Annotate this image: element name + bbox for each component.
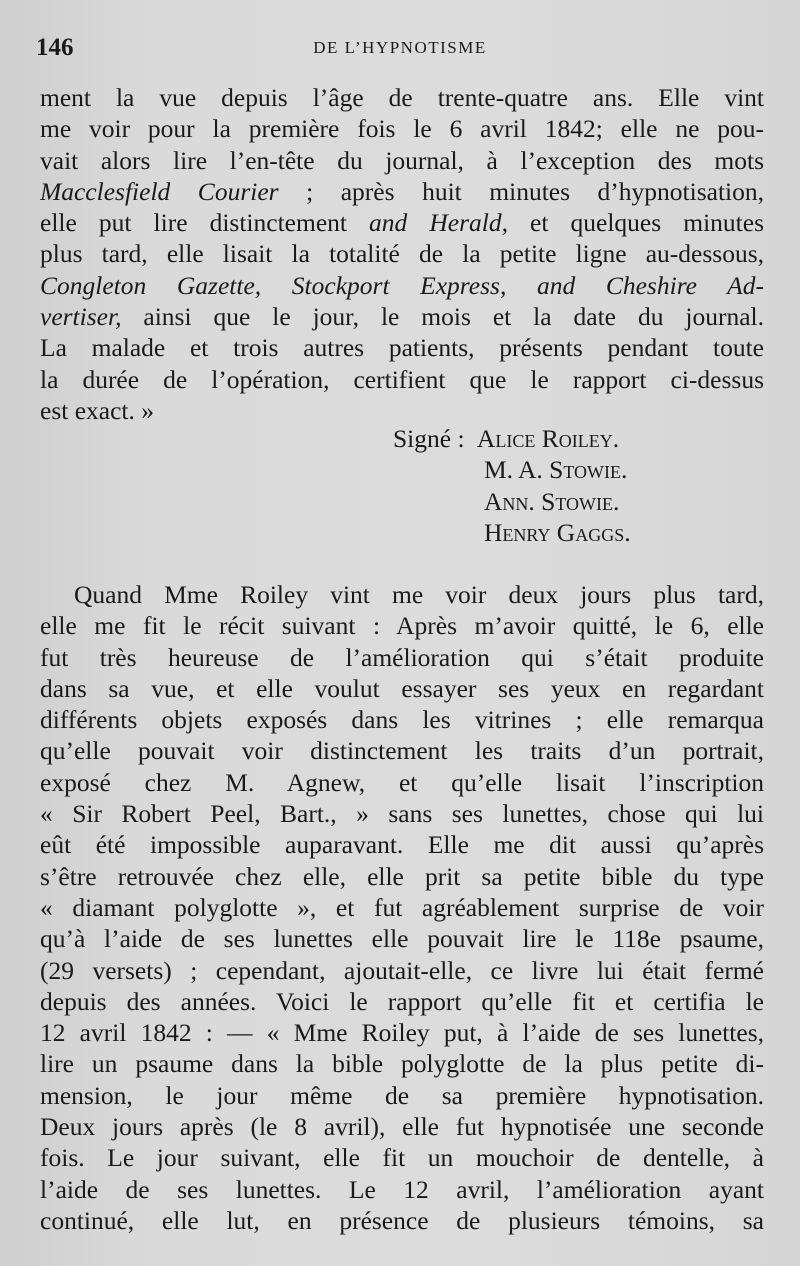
text-span: elle put lire distinctement xyxy=(40,208,370,238)
text-line: « Sir Robert Peel, Bart., » sans ses lunettes, chose qui lui xyxy=(40,799,764,829)
running-title: DE L’HYPNOTISME xyxy=(313,38,487,57)
text-line: dans sa vue, et elle voulut essayer ses yeux en regardant xyxy=(40,673,764,703)
text-line xyxy=(40,301,764,332)
text-span: ainsi que le jour, le mois et la date du journal. xyxy=(121,302,764,332)
text-line: exposé chez M. Agnew, et qu’elle lisait l’inscription xyxy=(40,767,764,797)
text-line: différents objets exposés dans les vitrines ; elle remarqua xyxy=(40,705,764,735)
text-line: lire un psaume dans la bible polyglotte de la plus petite di- xyxy=(40,1049,764,1079)
text-line: depuis des années. Voici le rapport qu’elle fit et certifia le xyxy=(40,986,764,1016)
paragraph-2 xyxy=(40,579,764,1236)
text-span: et quelques minutes xyxy=(507,208,764,238)
signatory-name: Ann. Stowie. xyxy=(484,486,620,516)
page-number: 146 xyxy=(36,34,74,61)
text-line: fut très heureuse de l’amélioration qui s’était produite xyxy=(40,642,764,672)
signatory-name: Henry Gaggs. xyxy=(484,517,631,547)
text-line: elle me fit le récit suivant : Après m’avoir quitté, le 6, elle xyxy=(40,611,764,641)
signature-label: Signé : xyxy=(393,424,465,453)
text-line: mension, le jour même de sa première hypnotisation. xyxy=(40,1080,764,1110)
text-line: Quand Mme Roiley vint me voir deux jours plus tard, xyxy=(74,580,764,609)
text-line: plus tard, elle lisait la totalité de la petite ligne au-dessous, xyxy=(40,239,764,269)
text-line: qu’elle pouvait voir distinctement les traits d’un portrait, xyxy=(40,736,764,766)
text-line: continué, elle lut, en présence de plusieurs témoins, sa xyxy=(40,1205,764,1235)
text-line: eût été impossible auparavant. Elle me dit aussi qu’après xyxy=(40,830,764,860)
text-line: s’être retrouvée chez elle, elle prit sa petite bible du type xyxy=(40,861,764,891)
signature-line xyxy=(393,423,631,454)
text-line: fois. Le jour suivant, elle fit un mouchoir de dentelle, à xyxy=(40,1143,764,1173)
text-line: (29 versets) ; cependant, ajoutait-elle, ce livre lui était fermé xyxy=(40,955,764,985)
paragraph-1 xyxy=(40,82,764,426)
italic-text: Congleton Gazette, Stockport Express, and Cheshire Ad- xyxy=(40,270,764,300)
text-line: ment la vue depuis l’âge de trente-quatre ans. Elle vint xyxy=(40,83,764,112)
text-line: La malade et trois autres patients, présents pendant toute xyxy=(40,333,764,363)
italic-text: and Herald, xyxy=(369,208,508,238)
text-line: me voir pour la première fois le 6 avril 1842; elle ne pou- xyxy=(40,114,764,144)
text-line: Deux jours après (le 8 avril), elle fut hypnotisée une seconde xyxy=(40,1112,764,1142)
text-line: la durée de l’opération, certifient que le rapport ci-dessus xyxy=(40,364,764,394)
text-line: 12 avril 1842 : — « Mme Roiley put, à l’aide de ses lunettes, xyxy=(40,1018,764,1048)
italic-text: vertiser, xyxy=(40,302,122,332)
text-line: qu’à l’aide de ses lunettes elle pouvait lire le 118e psaume, xyxy=(40,924,764,954)
text-line xyxy=(40,270,764,301)
italic-text: Macclesfield Courier xyxy=(40,176,279,206)
signatory-name: M. A. Stowie. xyxy=(484,455,628,485)
text-line: l’aide de ses lunettes. Le 12 avril, l’amélioration ayant xyxy=(40,1174,764,1204)
text-line: vait alors lire l’en-tête du journal, à l’exception des mots xyxy=(40,145,764,175)
text-line: est exact. » xyxy=(40,395,154,425)
page-header xyxy=(36,34,764,66)
signatory-name: Alice Roiley. xyxy=(476,424,620,453)
text-line xyxy=(40,207,764,238)
text-line xyxy=(40,176,764,207)
text-span: ; après huit minutes d’hypnotisation, xyxy=(278,176,764,206)
signature-block xyxy=(393,423,631,548)
text-line: « diamant polyglotte », et fut agréablement surprise de voir xyxy=(40,892,764,922)
